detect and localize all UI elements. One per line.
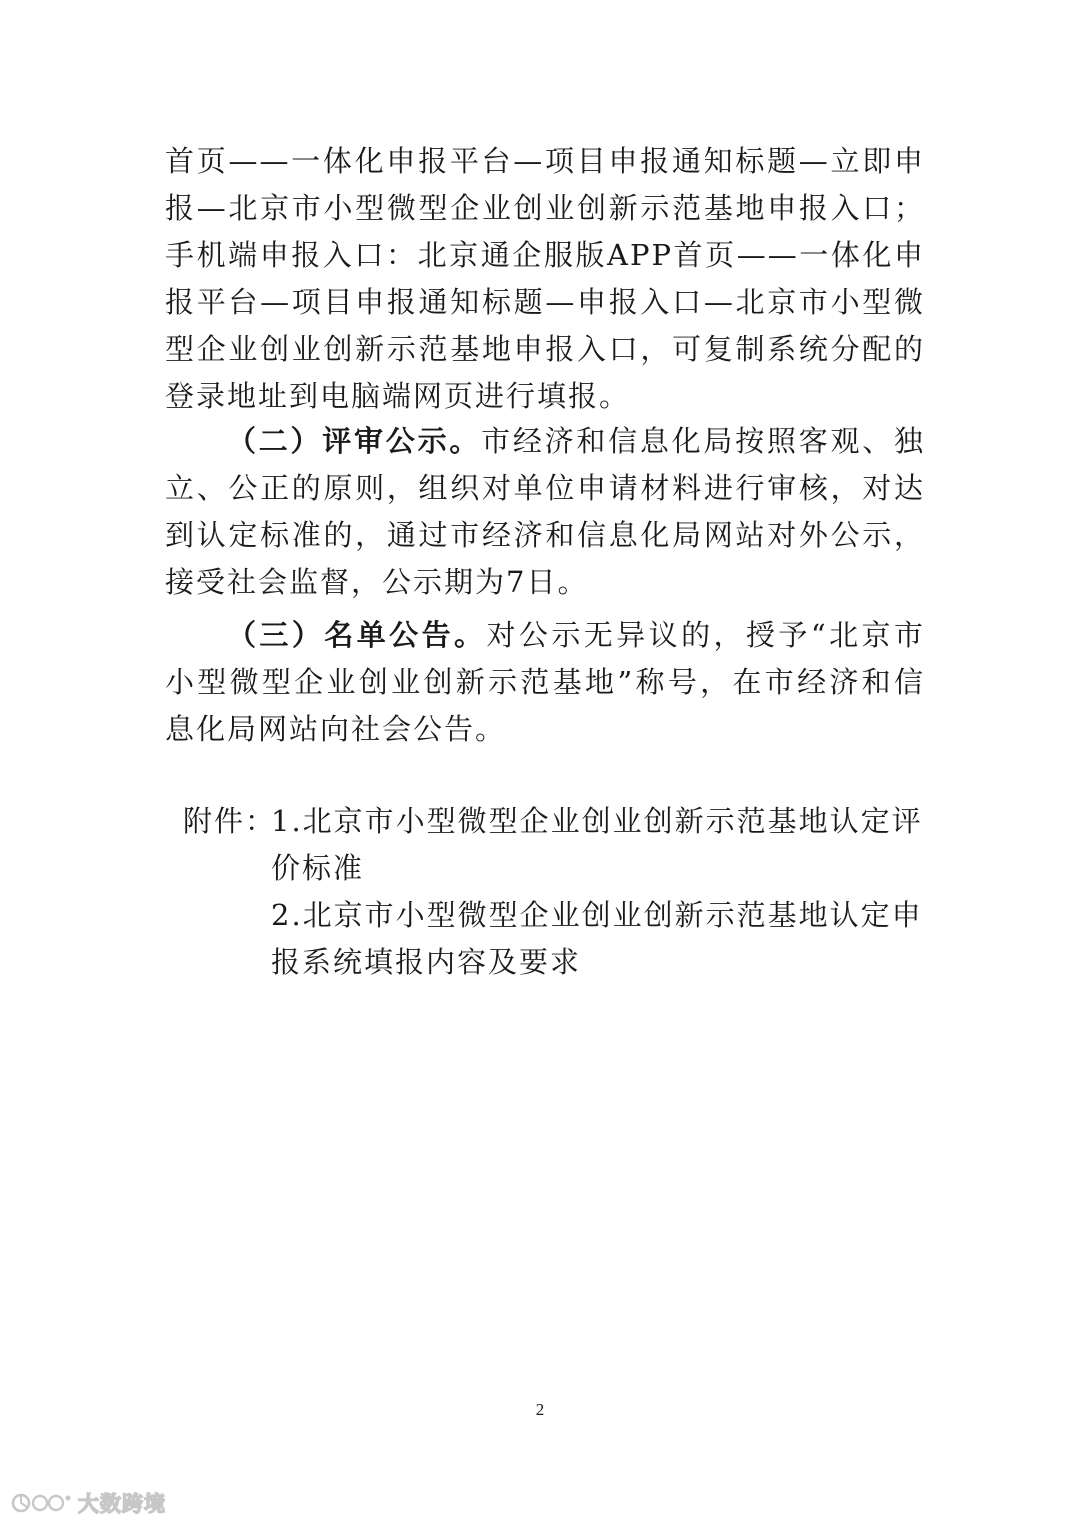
attachment-item: 2.北京市小型微型企业创业创新示范基地认定申报系统填报内容及要求 — [271, 898, 923, 979]
section-text-announcement: 对公示无异议的，授予“北京市小型微型企业创业创新示范基地”称号，在市经济和信息化局网站向社会公告。 — [165, 618, 925, 746]
section-text-review: 市经济和信息化局按照客观、独立、公正的原则，组织对单位申请材料进行审核，对达到认定标准的，通过市经济和信息化局网站对外公示，接受社会监督，公示期为7日。 — [165, 424, 925, 599]
paragraph-application-entry: 首页——一体化申报平台—项目申报通知标题—立即申报—北京市小型微型企业创业创新示范基地申报入口；手机端申报入口：北京通企服版APP首页——一体化申报平台—项目申报通知标题—申报入口—北京市小型微型企业创业创新示范基地申报入口，可复制系统分配的登录地址到电脑端网页进行填报。 — [165, 144, 925, 413]
paragraph-list-announcement — [165, 612, 925, 753]
watermark-text: 大数跨境 — [78, 1492, 166, 1516]
attachment-item: 1.北京市小型微型企业创业创新示范基地认定评价标准 — [271, 804, 923, 885]
attachments-label: 附件： — [183, 804, 277, 838]
paragraph-review-publicity — [165, 418, 925, 606]
watermark — [10, 1488, 166, 1518]
brand-logo-icon — [10, 1490, 72, 1516]
page-number: 2 — [535, 1400, 545, 1419]
section-heading-review: （二）评审公示。 — [227, 424, 482, 458]
section-heading-announcement: （三）名单公告。 — [227, 618, 487, 652]
